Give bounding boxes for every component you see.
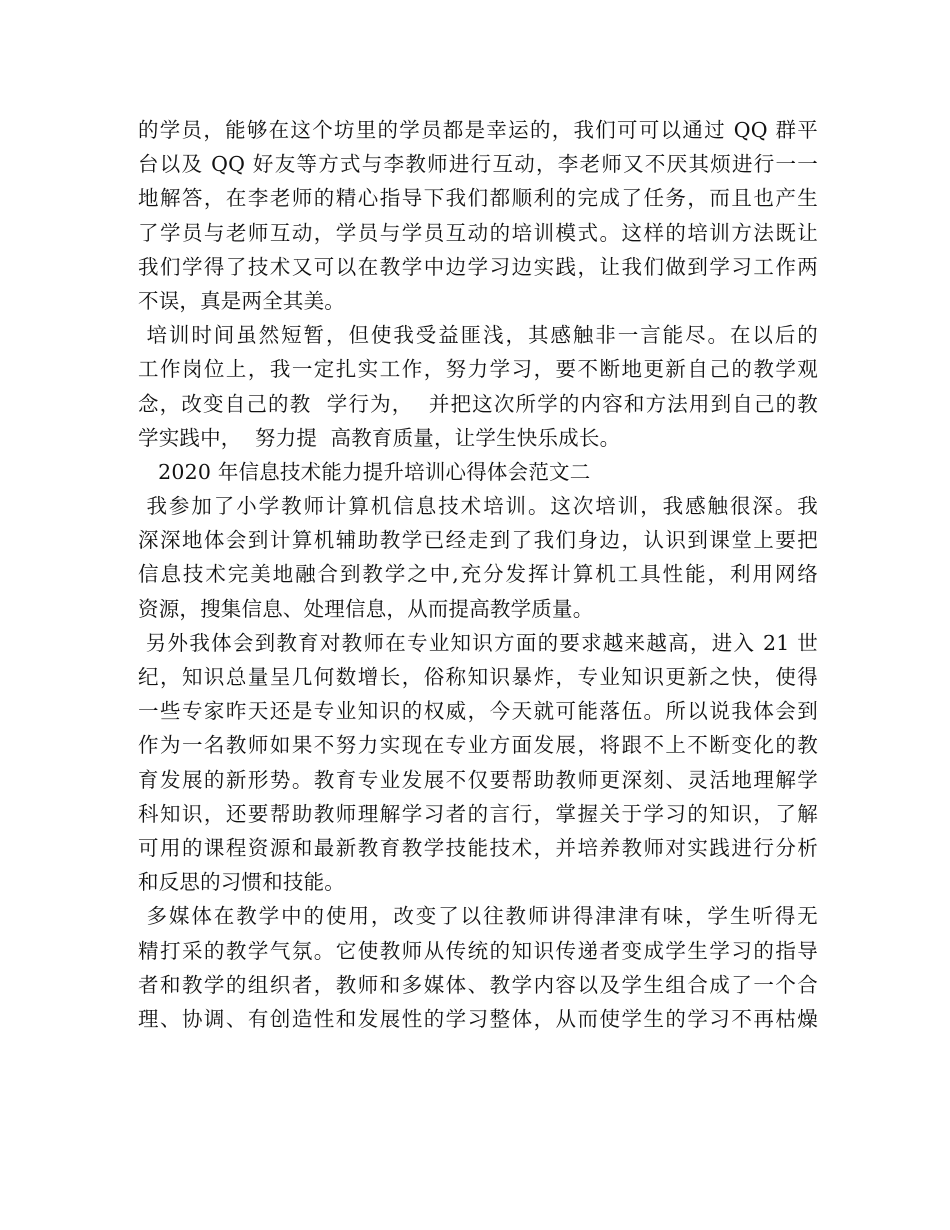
text-line: 我们学得了技术又可以在教学中边学习边实践，让我们做到学习工作两 [138,254,818,279]
paragraph-1 [138,113,818,318]
text-line: 培训时间虽然短暂，但使我受益匪浅，其感触非一言能尽。在以后的 [138,323,818,348]
text-line: 不误，真是两全其美。 [138,288,345,313]
text-line: 理、协调、有创造性和发展性的学习整体，从而使学生的学习不再枯燥 [138,1006,818,1031]
text-line: 另外我体会到教育对教师在专业知识方面的要求越来越高，进入 21 世 [138,630,818,655]
text-line: 育发展的新形势。教育专业发展不仅要帮助教师更深刻、灵活地理解学 [138,767,818,792]
text-line: 地解答，在李老师的精心指导下我们都顺利的完成了任务，而且也产生 [138,186,818,211]
paragraph-2 [138,318,818,455]
text-line: 精打采的教学气氛。它使教师从传统的知识传递者变成学生学习的指导 [138,938,818,963]
text-line: 工作岗位上，我一定扎实工作，努力学习，要不断地更新自己的教学观 [138,357,818,382]
text-line: 资源，搜集信息、处理信息，从而提高教学质量。 [138,596,594,621]
text-line: 作为一名教师如果不努力实现在专业方面发展，将跟不上不断变化的教 [138,733,818,758]
text-line: 学实践中， 努力提 高教育质量，让学生快乐成长。 [138,425,621,450]
paragraph-3 [138,489,818,626]
text-line: 和反思的习惯和技能。 [138,870,345,895]
text-line: 了学员与老师互动，学员与学员互动的培训模式。这样的培训方法既让 [138,220,818,245]
paragraph-4 [138,626,818,900]
text-line: 者和教学的组织者，教师和多媒体、教学内容以及学生组合成了一个合 [138,972,818,997]
text-line: 纪，知识总量呈几何数增长，俗称知识暴炸，专业知识更新之快，使得 [138,665,818,689]
text-line: 的学员，能够在这个坊里的学员都是幸运的，我们可可以通过 QQ 群平 [138,118,818,142]
heading-text: 2020 年信息技术能力提升培训心得体会范文二 [138,459,591,484]
text-line: 念，改变自己的教 学行为， 并把这次所学的内容和方法用到自己的教 [138,391,818,416]
section-heading [138,455,818,489]
paragraph-5 [138,899,818,1036]
text-line: 我参加了小学教师计算机信息技术培训。这次培训，我感触很深。我 [138,494,818,519]
text-line: 信息技术完美地融合到教学之中,充分发挥计算机工具性能，利用网络 [138,562,818,587]
text-line: 深深地体会到计算机辅助教学已经走到了我们身边，认识到课堂上要把 [138,528,818,553]
text-line: 科知识，还要帮助教师理解学习者的言行，掌握关于学习的知识，了解 [138,801,818,826]
text-line: 可用的课程资源和最新教育教学技能技术，并培养教师对实践进行分析 [138,835,818,860]
text-line: 台以及 QQ 好友等方式与李教师进行互动，李老师又不厌其烦进行一一 [138,152,818,177]
document-body [138,113,818,1036]
text-line: 一些专家昨天还是专业知识的权威，今天就可能落伍。所以说我体会到 [138,699,818,724]
text-line: 多媒体在教学中的使用，改变了以往教师讲得津津有味，学生听得无 [138,904,818,929]
